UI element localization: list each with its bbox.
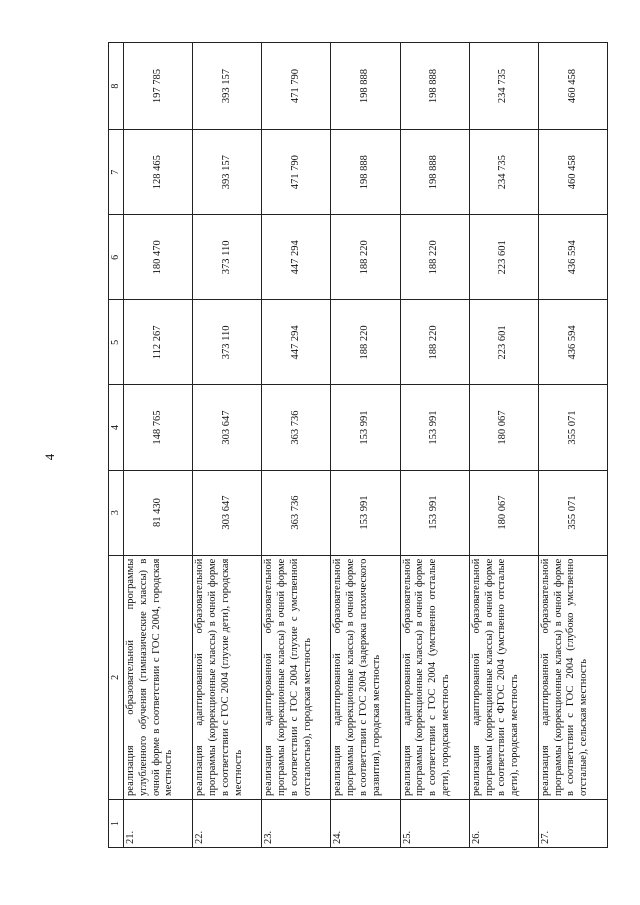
- value-cell: 180 067: [469, 470, 538, 555]
- value-cell: 198 888: [331, 43, 400, 130]
- row-description: реализация адаптированной образовательной программы (коррекционные классы) в очной форме в соответствии с ГОС 2004 (задержка психического развития), городская местность: [331, 555, 400, 799]
- table-row: [262, 43, 331, 848]
- value-cell: 188 220: [400, 300, 469, 385]
- row-number: 25.: [400, 799, 469, 847]
- value-cell: 188 220: [331, 300, 400, 385]
- value-cell: 436 594: [538, 215, 607, 300]
- table-row: [331, 43, 400, 848]
- value-cell: 153 991: [400, 385, 469, 470]
- value-cell: 471 790: [262, 43, 331, 130]
- column-header: 1: [109, 799, 124, 847]
- value-cell: 303 647: [193, 470, 262, 555]
- value-cell: 393 157: [193, 43, 262, 130]
- value-cell: 128 465: [124, 130, 193, 215]
- value-cell: 471 790: [262, 130, 331, 215]
- value-cell: 153 991: [331, 470, 400, 555]
- value-cell: 355 071: [538, 470, 607, 555]
- table-row: [469, 43, 538, 848]
- column-header: 6: [109, 215, 124, 300]
- value-cell: 223 601: [469, 215, 538, 300]
- value-cell: 223 601: [469, 300, 538, 385]
- row-number: 21.: [124, 799, 193, 847]
- column-header: 2: [109, 555, 124, 799]
- value-cell: 447 294: [262, 300, 331, 385]
- value-cell: 197 785: [124, 43, 193, 130]
- value-cell: 112 267: [124, 300, 193, 385]
- table-row: [400, 43, 469, 848]
- column-header: 7: [109, 130, 124, 215]
- value-cell: 436 594: [538, 300, 607, 385]
- value-cell: 234 735: [469, 130, 538, 215]
- value-cell: 180 067: [469, 385, 538, 470]
- row-description: реализация адаптированной образовательной программы (коррекционные классы) в очной форме в соответствии с ФГОС 2004 (умственно отсталые дети), городская местность: [469, 555, 538, 799]
- row-number: 27.: [538, 799, 607, 847]
- table-row: [193, 43, 262, 848]
- table-row: [538, 43, 607, 848]
- value-cell: 303 647: [193, 385, 262, 470]
- value-cell: 460 458: [538, 43, 607, 130]
- row-description: реализация образовательной программы углубленного обучения (гимназические классы) в очной форме в соответствии с ГОС 2004, городская местность: [124, 555, 193, 799]
- value-cell: 180 470: [124, 215, 193, 300]
- value-cell: 81 430: [124, 470, 193, 555]
- value-cell: 373 110: [193, 215, 262, 300]
- row-number: 23.: [262, 799, 331, 847]
- value-cell: 153 991: [400, 470, 469, 555]
- value-cell: 393 157: [193, 130, 262, 215]
- row-description: реализация адаптированной образовательной программы (коррекционные классы) в очной форме в соответствии с ГОС 2004 (умственно отсталые дети), городская местность: [400, 555, 469, 799]
- row-number: 22.: [193, 799, 262, 847]
- value-cell: 355 071: [538, 385, 607, 470]
- value-cell: 373 110: [193, 300, 262, 385]
- row-number: 24.: [331, 799, 400, 847]
- rotated-page-area: [108, 42, 608, 848]
- table-header-row: [109, 43, 124, 848]
- column-header: 3: [109, 470, 124, 555]
- row-number: 26.: [469, 799, 538, 847]
- value-cell: 460 458: [538, 130, 607, 215]
- value-cell: 198 888: [400, 43, 469, 130]
- value-cell: 363 736: [262, 470, 331, 555]
- column-header: 8: [109, 43, 124, 130]
- value-cell: 188 220: [331, 215, 400, 300]
- value-cell: 447 294: [262, 215, 331, 300]
- value-cell: 198 888: [400, 130, 469, 215]
- column-header: 5: [109, 300, 124, 385]
- rotated-table-container: [108, 42, 608, 848]
- value-cell: 234 735: [469, 43, 538, 130]
- value-cell: 153 991: [331, 385, 400, 470]
- value-cell: 188 220: [400, 215, 469, 300]
- row-description: реализация адаптированной образовательной программы (коррекционные классы) в очной форме в соответствии с ГОС 2004 (глухие дети), городская местность: [193, 555, 262, 799]
- row-description: реализация адаптированной образовательной программы (коррекционные классы) в очной форме в соответствии с ГОС 2004 (глубоко умственно отсталые), сельская местность: [538, 555, 607, 799]
- value-cell: 148 765: [124, 385, 193, 470]
- column-header: 4: [109, 385, 124, 470]
- row-description: реализация адаптированной образовательной программы (коррекционные классы) в очной форме в соответствии с ГОС 2004 (глухие с умственной отсталостью), городская местность: [262, 555, 331, 799]
- page-number: 4: [42, 453, 57, 461]
- value-cell: 363 736: [262, 385, 331, 470]
- table-row: [124, 43, 193, 848]
- value-cell: 198 888: [331, 130, 400, 215]
- tariff-table: [108, 42, 608, 848]
